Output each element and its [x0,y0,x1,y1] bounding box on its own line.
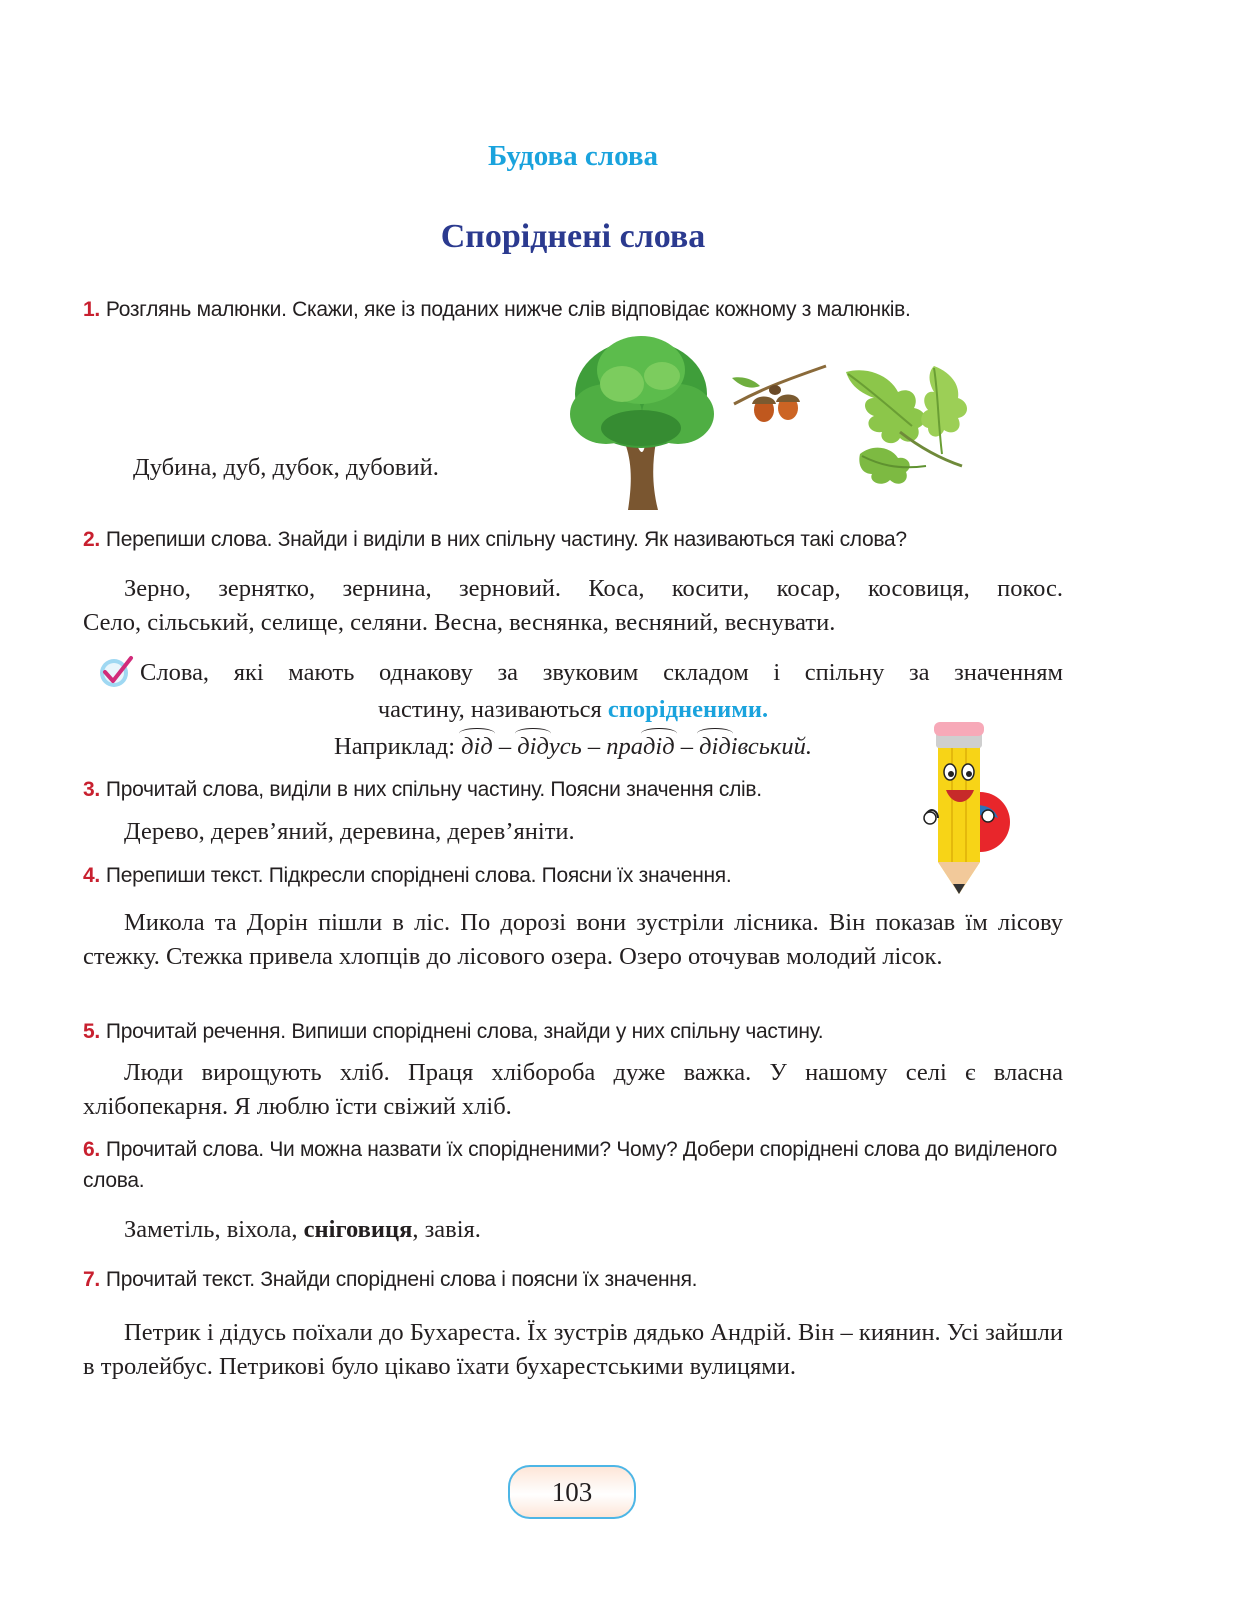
words-plain: Заметіль, віхола, [124,1216,304,1243]
page-number: 103 [508,1465,636,1519]
root-mark: дід [643,730,675,764]
highlighted-word: сніговиця [303,1216,413,1243]
task-4-passage: Микола та Дорін пішли в ліс. По дорозі вони зустріли лісника. Він показав їм лісову стежку. Стежка привела хлопців до лісового озера. Озеро оточував молодий лісок. [83,909,1063,970]
oak-leaf-illustration [838,362,978,490]
task-7 [83,1264,1063,1295]
task-3-words: Дерево, дерев’яний, деревина, дерев’яніти. [124,818,575,845]
rule-text: частину, називаються [377,696,608,723]
task-number: 6. [83,1138,100,1161]
task-6 [83,1134,1063,1196]
task-number: 3. [83,778,100,801]
root-mark: дід [699,730,731,764]
prefix: пра [606,733,644,760]
task-2 [83,524,1063,555]
task-4 [83,860,1063,891]
section-title: Будова слова [487,140,659,172]
task-5-passage: Люди вирощують хліб. Праця хлібороба дуже важка. У нашому селі є власна хлібопекарня. Я люблю їсти свіжий хліб. [83,1059,1063,1120]
task-number: 2. [83,528,100,551]
checkmark-icon [98,655,134,689]
words-plain: , завія. [412,1216,481,1243]
task-instruction: Розглянь малюнки. Скажи, яке із поданих нижче слів відповідає кожному з малюнків. [105,298,911,321]
task-2-words-line-2: Село, сільський, селище, селяни. Весна, веснянка, весняний, веснувати. [83,609,836,636]
task-6-words [124,1216,481,1244]
example-words [461,733,812,760]
acorns-illustration [730,360,830,430]
task-number: 4. [83,864,100,887]
task-instruction: Перепиши слова. Знайди і виділи в них спільну частину. Як називаються такі слова? [105,528,907,551]
suffix: усь [548,733,582,760]
task-2-words-line-1: Зерно, зернятко, зернина, зерновий. Коса, косити, косар, косовиця, покос. [124,575,1063,602]
suffix: івський. [730,733,812,760]
task-5 [83,1016,1063,1047]
lesson-title: Споріднені слова [440,218,706,255]
rule-line-1: Слова, які мають однакову за звуковим складом і спільну за значенням [140,659,1063,686]
task-instruction: Прочитай слова, виділи в них спільну частину. Поясни значення слів. [105,778,762,801]
task-instruction: Прочитай текст. Знайди споріднені слова і поясни їх значення. [105,1268,698,1291]
task-7-passage: Петрик і дідусь поїхали до Бухареста. Їх зустрів дядько Андрій. Він – киянин. Усі зайшли в тролейбус. Петрикові було цікаво їхати бухарестськими вулицями. [83,1319,1063,1380]
task-2-words [83,572,1063,640]
dash: – [581,733,607,760]
task-1 [83,294,1063,325]
root-mark: дід [461,730,493,764]
dash: – [492,733,518,760]
oak-tree-illustration [566,334,716,510]
rule-term: спорідненими. [607,696,769,723]
task-number: 7. [83,1268,100,1291]
task-1-words: Дубина, дуб, дубок, дубовий. [133,454,439,481]
task-3 [83,774,1063,805]
task-instruction: Прочитай слова. Чи можна назвати їх спорідненими? Чому? Добери споріднені слова до виділеного слова. [83,1138,1057,1192]
dash: – [674,733,700,760]
task-number: 5. [83,1020,100,1043]
task-instruction: Перепиши текст. Підкресли споріднені слова. Поясни їх значення. [105,864,732,887]
example-label: Наприклад: [334,733,462,760]
task-number: 1. [83,298,100,321]
root-mark: дід [517,730,549,764]
task-instruction: Прочитай речення. Випиши споріднені слова, знайди у них спільну частину. [105,1020,824,1043]
